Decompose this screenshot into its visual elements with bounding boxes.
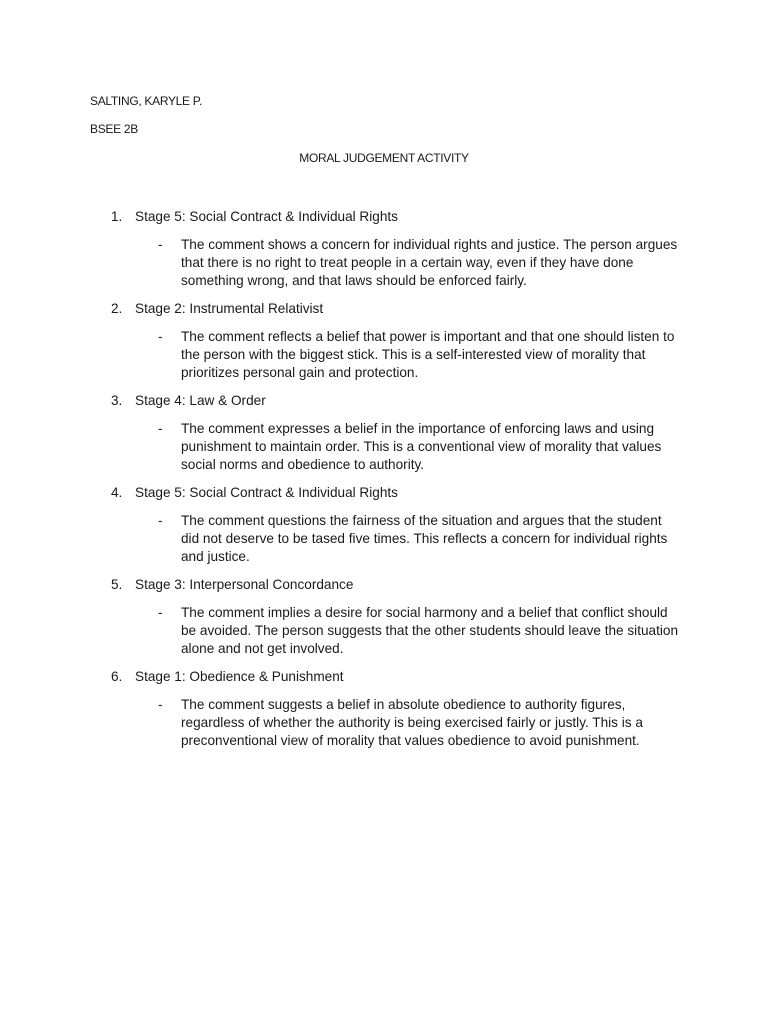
bullet-dash: - xyxy=(158,697,163,712)
stage-label: Stage 4: Law & Order xyxy=(135,393,266,408)
list-item xyxy=(0,576,768,658)
bullet-dash: - xyxy=(158,605,163,620)
bullet-dash: - xyxy=(158,237,163,252)
item-number: 4. xyxy=(111,485,123,500)
comment-text: The comment reflects a belief that power is important and that one should listen to the person with the biggest stick. This is a self-interested view of morality that prioritizes personal gain and protection. xyxy=(181,329,675,380)
bullet-dash: - xyxy=(158,421,163,436)
stage-list xyxy=(0,208,768,760)
comment-text: The comment suggests a belief in absolute obedience to authority figures, regardless of whether the authority is being exercised fairly or justly. This is a preconventional view of morality that values obedience to avoid punishment. xyxy=(181,697,643,748)
student-section: BSEE 2B xyxy=(90,122,138,136)
item-number: 6. xyxy=(111,669,123,684)
document-title: MORAL JUDGEMENT ACTIVITY xyxy=(299,151,469,165)
stage-label: Stage 5: Social Contract & Individual Rights xyxy=(135,209,398,224)
list-item xyxy=(0,208,768,290)
comment-text: The comment questions the fairness of the situation and argues that the student did not deserve to be tased five times. This reflects a concern for individual rights and justice. xyxy=(181,513,668,564)
student-name: SALTING, KARYLE P. xyxy=(90,94,202,108)
list-item xyxy=(0,668,768,750)
stage-label: Stage 3: Interpersonal Concordance xyxy=(135,577,354,592)
list-item xyxy=(0,484,768,566)
stage-label: Stage 5: Social Contract & Individual Rights xyxy=(135,485,398,500)
list-item xyxy=(0,392,768,474)
item-number: 5. xyxy=(111,577,123,592)
bullet-dash: - xyxy=(158,329,163,344)
item-number: 3. xyxy=(111,393,123,408)
bullet-dash: - xyxy=(158,513,163,528)
item-number: 1. xyxy=(111,209,123,224)
stage-label: Stage 2: Instrumental Relativist xyxy=(135,301,324,316)
stage-label: Stage 1: Obedience & Punishment xyxy=(135,669,344,684)
list-item xyxy=(0,300,768,382)
comment-text: The comment shows a concern for individual rights and justice. The person argues that there is no right to treat people in a certain way, even if they have done something wrong, and that laws should be enforced fairly. xyxy=(181,237,678,288)
comment-text: The comment expresses a belief in the importance of enforcing laws and using punishment to maintain order. This is a conventional view of morality that values social norms and obedience to authority. xyxy=(181,421,662,472)
item-number: 2. xyxy=(111,301,123,316)
comment-text: The comment implies a desire for social harmony and a belief that conflict should be avoided. The person suggests that the other students should leave the situation alone and not get involved. xyxy=(181,605,679,656)
